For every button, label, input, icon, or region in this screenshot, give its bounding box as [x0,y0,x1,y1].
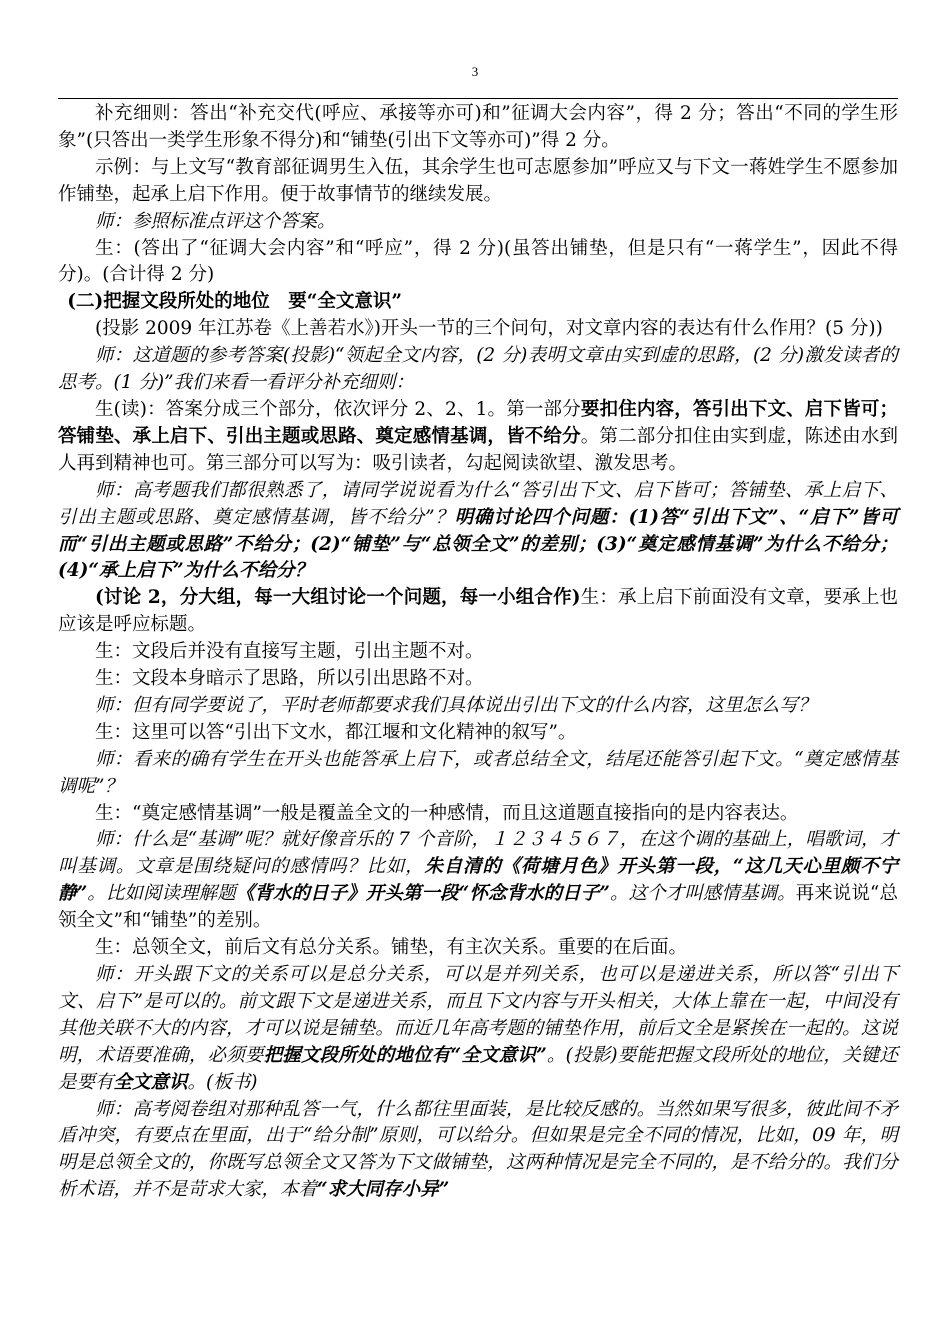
paragraph [58,639,898,666]
text-run: 师：参照标准点评这个答案。 [95,210,336,232]
paragraph [58,693,898,720]
text-run: (投影 2009 年江苏卷《上善若水》)开头一节的三个问句，对文章内容的表达有什么作用？(5 分)) [95,318,883,340]
text-run: 师：开头跟下文的关系可以是总分关系，可以是并列关系，也可以是递进关系，所以答“引出下文、启下”是可以的。前文跟下文是递进关系，而且下文内容与开头相关，大体上靠在一起，中间没有其他关联不大的内容，才可以说是铺垫。而近几年高考题的铺垫作用，前后文全是紧挨在一起的。这说明，术语要准确，必须要 [58,964,898,1066]
text-run: 朱自清的《荷塘月色》开头第一段，“这几天心里颇不宁静” [58,856,898,905]
text-run: “求大同存小异” [317,1179,450,1201]
header-rule [58,98,898,99]
paragraph [58,236,898,290]
text-run: 明确讨论四个问题：(1)答“引出下文”、“启下”皆可而“引出主题或思路”不给分；(2)“铺垫”与“总领全文”的差别；(3)“奠定感情基调”为什么不给分；(4)“承上启下”为什么不给分？ [58,506,898,582]
text-run: 生：文段本身暗示了思路，所以引出思路不对。 [95,668,484,690]
section-heading [58,289,898,316]
text-run: 。比如阅读理解题 [87,883,236,905]
paragraph [58,935,898,962]
text-run: 。第二部分扣住由实到虚，陈述由水到人再到精神也可。第三部分可以写为：吸引读者，勾起阅读欲望、激发思考。 [58,425,898,474]
text-run: 把握文段所处的地位有“全文意识” [263,1044,547,1066]
text-run: 生(读)：答案分成三个部分，依次评分 2、2、1。第一部分 [95,398,581,420]
document-body [58,101,898,1204]
paragraph [58,962,898,1097]
paragraph [58,209,898,236]
paragraph [58,478,898,586]
paragraph [58,801,898,828]
text-run: 。(投影)要能把握文段所处的地位，关键还是要有 [58,1044,898,1093]
text-run: 生：(答出了“征调大会内容”和“呼应”，得 2 分)(虽答出铺垫，但是只有“一蒋学生”，因此不得分)。(合计得 2 分) [58,237,898,286]
text-run: 生：“奠定感情基调”一般是覆盖全文的一种感情，而且这道题直接指向的是内容表达。 [95,802,799,824]
paragraph [58,397,898,478]
text-run: 师：什么是“基调”呢？就好像音乐的 7 个音阶，１２３４５６７，在这个调的基础上，唱歌词，才叫基调。文章是围绕疑问的感情吗？比如， [58,829,898,878]
text-run: 师：高考题我们都很熟悉了，请同学说说看为什么“答引出下文、启下皆可；答铺垫、承上启下、引出主题或思路、奠定感情基调，皆不给分”？ [58,479,898,528]
page-number: 3 [471,64,479,79]
text-run: 生：文段后并没有直接写主题，引出主题不对。 [95,641,484,663]
text-run: (讨论 2，分大组，每一大组讨论一个问题，每一小组合作) [95,587,581,609]
text-run: 师：高考阅卷组对那种乱答一气，什么都往里面装，是比较反感的。当然如果写很多，彼此间不矛盾冲突，有要点在里面，出于“给分制”原则，可以给分。但如果是完全不同的情况，比如，09 年，明明是总领全文的，你既写总领全文又答为下文做铺垫，这两种情况是完全不同的，是不给分的。我们分析术语，并不是苛求大家，本着 [58,1098,898,1201]
text-run: 生：总领全文，前后文有总分关系。铺垫，有主次关系。重要的在后面。 [95,937,688,959]
text-run: 师：但有同学要说了，平时老师都要求我们具体说出引出下文的什么内容，这里怎么写？ [95,694,817,716]
paragraph [58,316,898,343]
paragraph [58,747,898,801]
text-run: 。这个才叫感情基调。 [609,883,796,905]
text-run: 示例：与上文写“教育部征调男生入伍，其余学生也可志愿参加”呼应又与下文一蒋姓学生不愿参加作铺垫，起承上启下作用。便于故事情节的继续发展。 [58,156,898,205]
text-run: 生：承上启下前面没有文章，要承上也应该是呼应标题。 [58,587,898,636]
text-run: 生：这里可以答“引出下文水，都江堰和文化精神的叙写”。 [95,721,577,743]
paragraph [58,1097,898,1205]
text-run: (二)把握文段所处的地位 要“全文意识” [67,291,403,313]
paragraph [58,827,898,935]
text-run: 要扣住内容，答引出下文、启下皆可；答铺垫、承上启下、引出主题或思路、奠定感情基调，皆不给分 [58,398,898,447]
paragraph [58,720,898,747]
paragraph [58,155,898,209]
paragraph [58,585,898,639]
text-run: 再来说说“总领全文”和“铺垫”的差别。 [58,883,898,932]
text-run: 。(板书) [187,1071,258,1093]
text-run: 全文意识 [113,1071,188,1093]
text-run: 师：看来的确有学生在开头也能答承上启下，或者总结全文，结尾还能答引起下文。“奠定感情基调呢”？ [58,748,898,797]
text-run: 《背水的日子》开头第一段“怀念背水的日子” [235,883,610,905]
paragraph [58,101,898,155]
text-run: 补充细则：答出“补充交代(呼应、承接等亦可)和”征调大会内容”，得 2 分；答出“不同的学生形象”(只答出一类学生形象不得分)和“铺垫(引出下文等亦可)”得 2 分。 [58,103,898,151]
paragraph [58,666,898,693]
paragraph [58,343,898,397]
text-run: 师：这道题的参考答案(投影)“领起全文内容，(2 分)表明文章由实到虚的思路，(2 分)激发读者的思考。(1 分)”我们来看一看评分补充细则： [58,345,898,394]
